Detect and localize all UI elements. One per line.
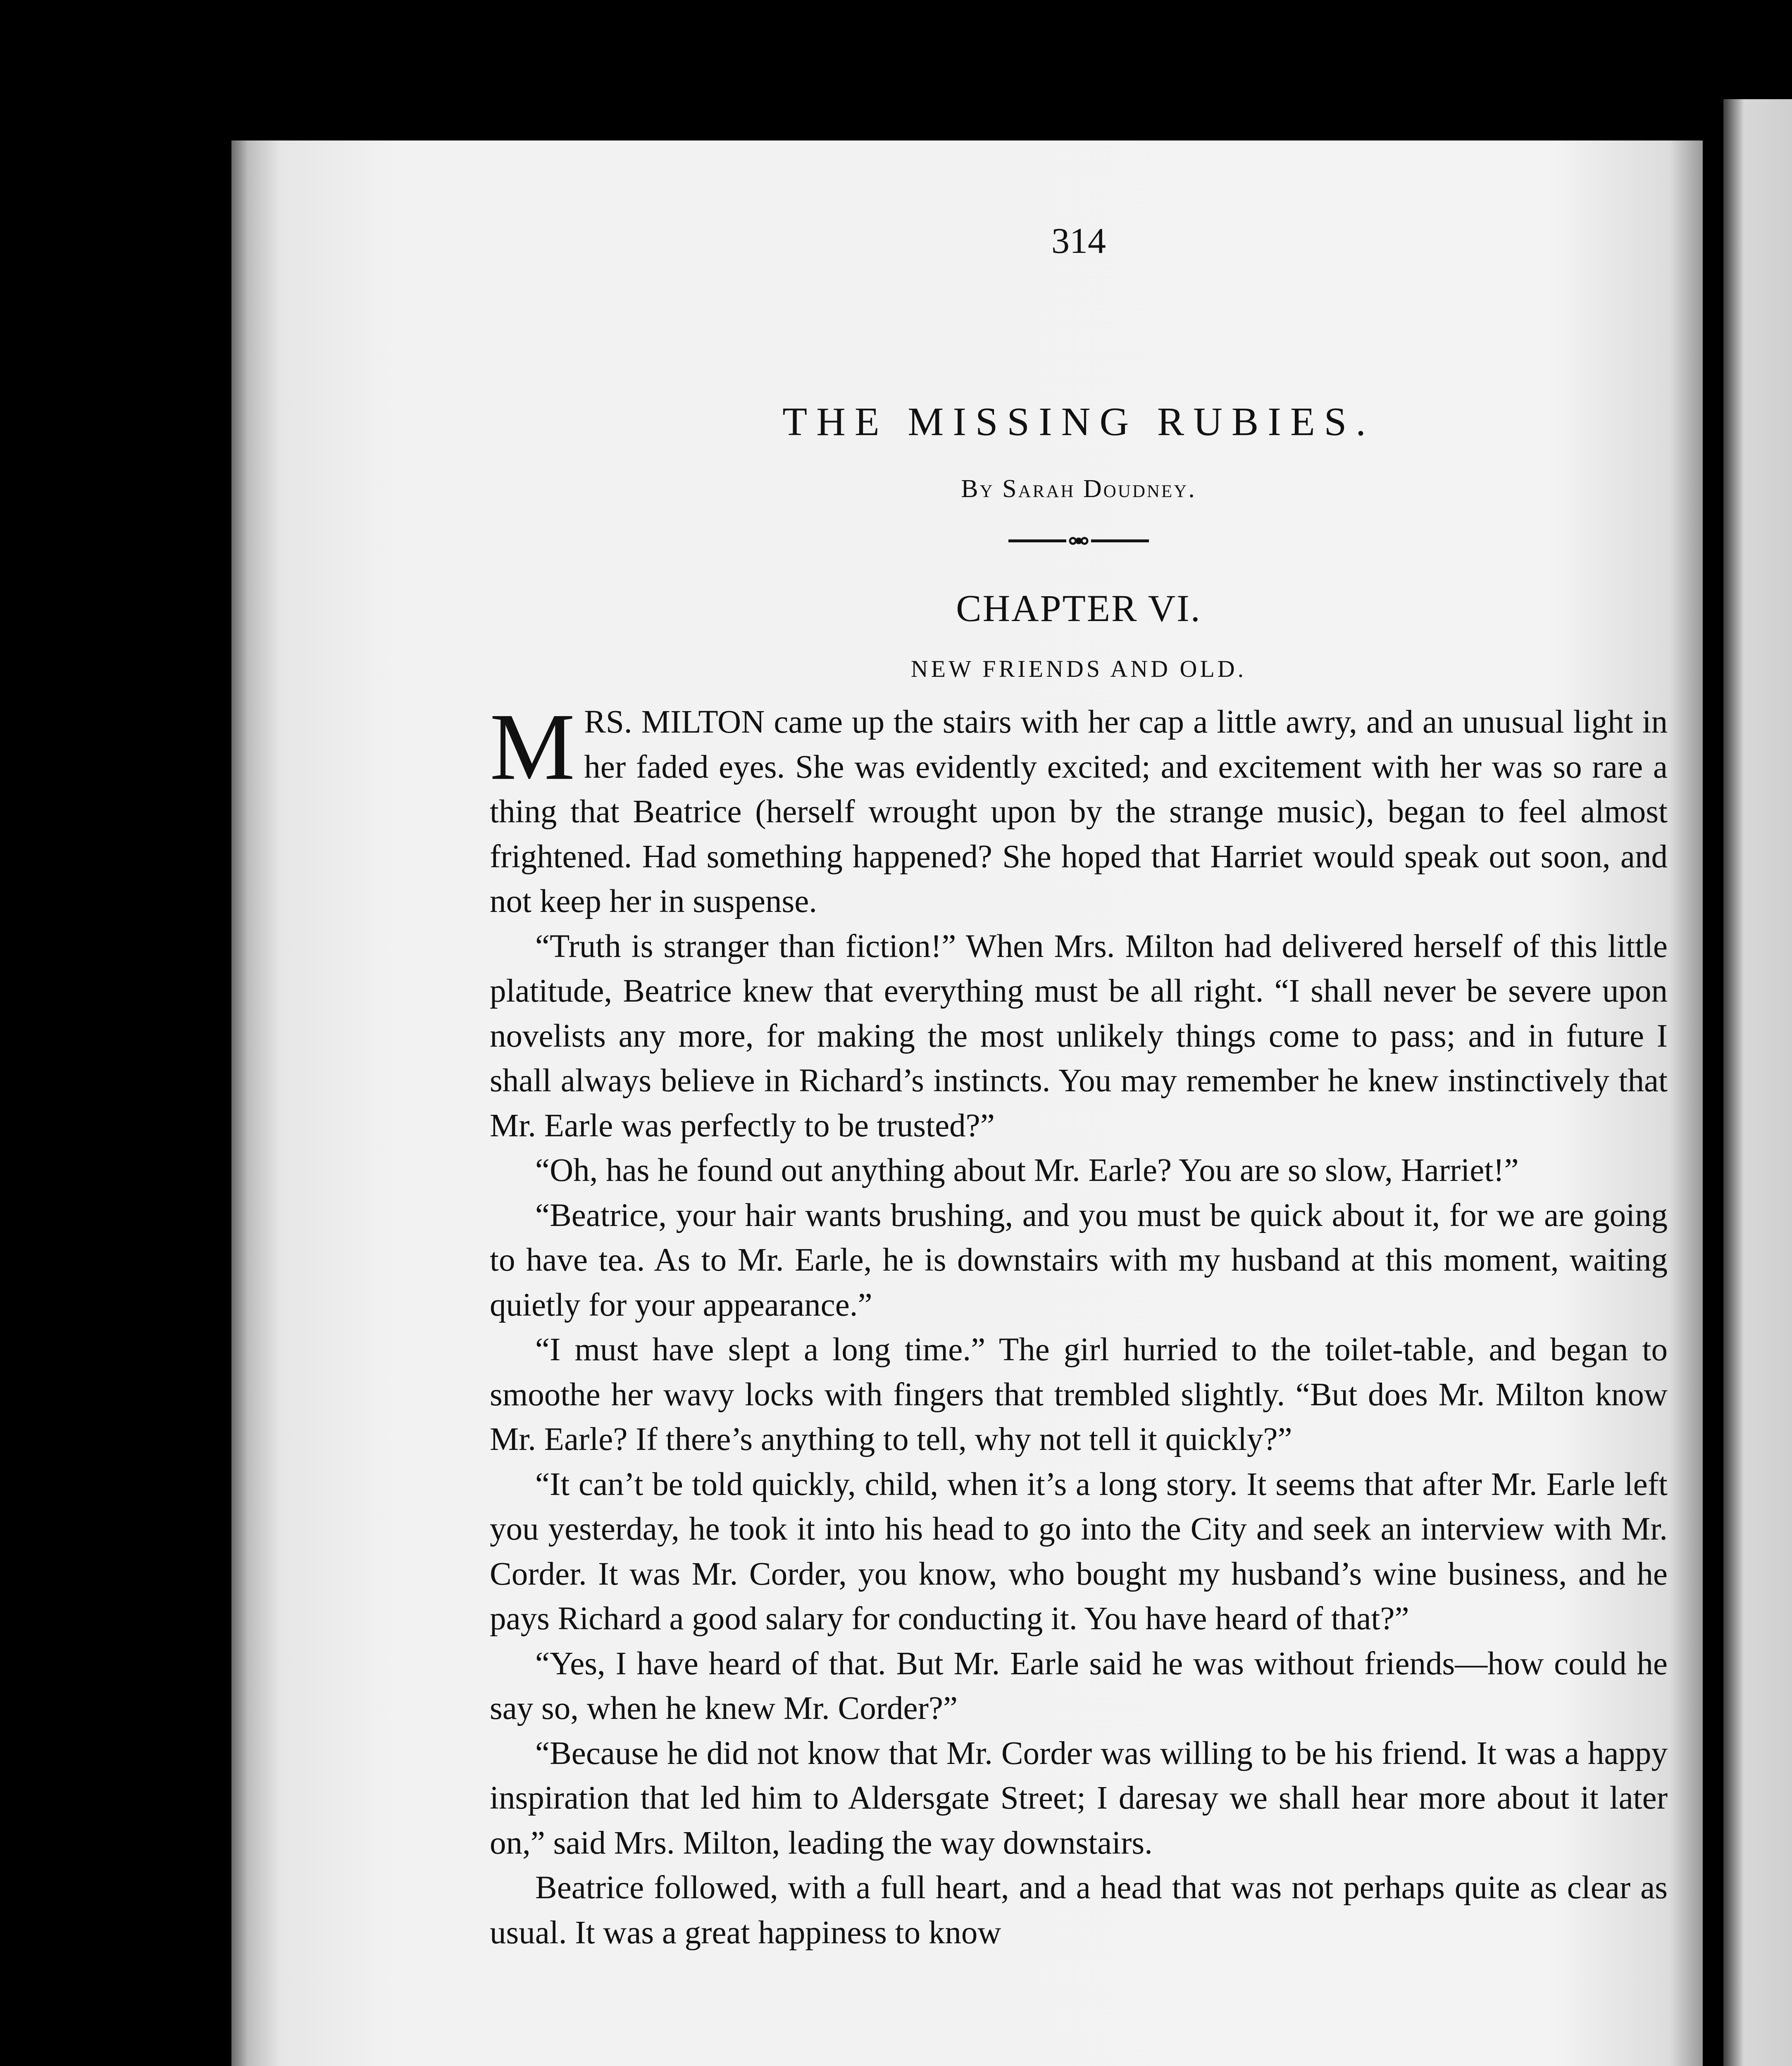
paragraph-text: RS. MILTON came up the stairs with her cap a little awry, and an unusual light in her faded eyes. She was evidently excited; and excitement with her was so rare a thing that Beatrice (herself wrought upon by the strange music), began to feel almost frightened. Had something happened? She hoped that Harriet would speak out soon, and not keep her in suspense. [490, 704, 1668, 919]
paragraph: “I must have slept a long time.” The girl hurried to the toilet-table, and began to smoothe her wavy locks with fingers that trembled slightly. “But does Mr. Milton know Mr. Earle? If there’s anything to tell, why not tell it quickly?” [490, 1332, 1668, 1457]
paragraph: “Beatrice, your hair wants brushing, and you must be quick about it, for we are going to have tea. As to Mr. Earle, he is downstairs with my husband at this moment, waiting quietly for your appearance.” [490, 1197, 1668, 1323]
ornament-divider-icon [1008, 535, 1149, 547]
drop-cap: M [490, 694, 575, 800]
body-text [490, 694, 1668, 1955]
paragraph: “Truth is stranger than fiction!” When Mrs. Milton had delivered herself of this little platitude, Beatrice knew that everything must be all right. “I shall never be severe upon novelists any more, for making the most unlikely things come to pass; and in future I shall always believe in Richard’s instincts. You may remember he knew instinctively that Mr. Earle was perfectly to be trusted?” [490, 928, 1668, 1144]
chapter-subtitle: NEW FRIENDS AND OLD. [910, 655, 1247, 682]
next-page-edge [1723, 99, 1792, 2066]
page-number: 314 [1051, 221, 1106, 261]
story-title: THE MISSING RUBIES. [782, 400, 1375, 444]
author-byline: By Sarah Doudney. [961, 475, 1196, 503]
paragraph [490, 694, 1668, 924]
paragraph: Beatrice followed, with a full heart, and a head that was not perhaps quite as clear as usual. It was a great happiness to know [490, 1870, 1668, 1951]
paragraph: “Oh, has he found out anything about Mr. Earle? You are so slow, Harriet!” [535, 1152, 1519, 1188]
book-page [231, 140, 1703, 2066]
paragraph: “It can’t be told quickly, child, when it’s a long story. It seems that after Mr. Earle left you yesterday, he took it into his head to go into the City and seek an interview with Mr. Corder. It was Mr. Corder, you know, who bought my husband’s wine business, and he pays Richard a good salary for conducting it. You have heard of that?” [490, 1466, 1668, 1637]
chapter-heading: CHAPTER VI. [956, 587, 1201, 629]
paragraph: “Yes, I have heard of that. But Mr. Earle said he was without friends—how could he say so, when he knew Mr. Corder?” [490, 1645, 1668, 1726]
page-content [490, 223, 1668, 1955]
paragraph: “Because he did not know that Mr. Corder was willing to be his friend. It was a happy inspiration that led him to Aldersgate Street; I daresay we shall hear more about it later on,” said Mrs. Milton, leading the way downstairs. [490, 1735, 1668, 1861]
